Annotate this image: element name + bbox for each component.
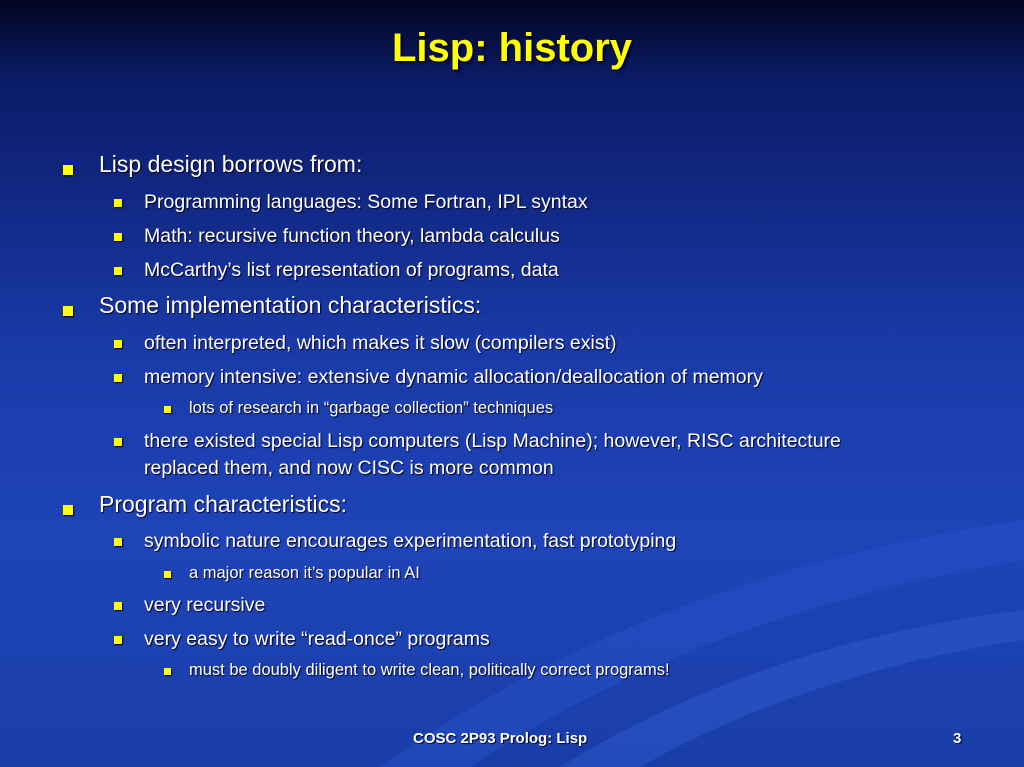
bullet-icon: [63, 505, 73, 515]
bullet-text-continuation: replaced them, and now CISC is more common: [144, 457, 554, 479]
bullet-text-level2: symbolic nature encourages experimentation, fast prototyping: [144, 530, 677, 552]
bullet-icon: [114, 340, 122, 348]
bullet-text-level3: lots of research in “garbage collection” techniques: [189, 399, 554, 417]
bullet-text-level2: Math: recursive function theory, lambda calculus: [144, 225, 560, 247]
bullet-text-level2: very recursive: [144, 594, 266, 616]
bullet-text-level3: must be doubly diligent to write clean, politically correct programs!: [189, 661, 670, 679]
bullet-icon: [164, 406, 171, 413]
bullet-icon: [114, 199, 122, 207]
bullet-text-level2: Programming languages: Some Fortran, IPL syntax: [144, 191, 588, 213]
bullet-icon: [114, 374, 122, 382]
footer-text: COSC 2P93 Prolog: Lisp: [413, 730, 588, 747]
page-number: 3: [953, 730, 962, 747]
bullet-text-level3: a major reason it’s popular in AI: [189, 564, 420, 582]
slide-title: Lisp: history: [391, 26, 633, 70]
bullet-icon: [114, 538, 122, 546]
bullet-text-level1: Some implementation characteristics:: [99, 292, 482, 318]
bullet-text-level2: memory intensive: extensive dynamic allocation/deallocation of memory: [144, 366, 763, 388]
bullet-text-level1: Lisp design borrows from:: [99, 151, 363, 177]
bullet-icon: [63, 165, 73, 175]
bullet-text-level2: there existed special Lisp computers (Lisp Machine); however, RISC architecture: [144, 430, 841, 452]
bullet-text-level2: McCarthy’s list representation of programs, data: [144, 259, 559, 281]
bullet-icon: [63, 306, 73, 316]
bullet-icon: [114, 602, 122, 610]
bullet-text-level1: Program characteristics:: [99, 491, 347, 517]
bullet-icon: [164, 668, 171, 675]
bullet-icon: [164, 571, 171, 578]
bullet-icon: [114, 636, 122, 644]
bullet-icon: [114, 438, 122, 446]
bullet-icon: [114, 267, 122, 275]
bullet-text-level2: very easy to write “read-once” programs: [144, 628, 490, 650]
bullet-text-level2: often interpreted, which makes it slow (compilers exist): [144, 332, 617, 354]
bullet-icon: [114, 233, 122, 241]
